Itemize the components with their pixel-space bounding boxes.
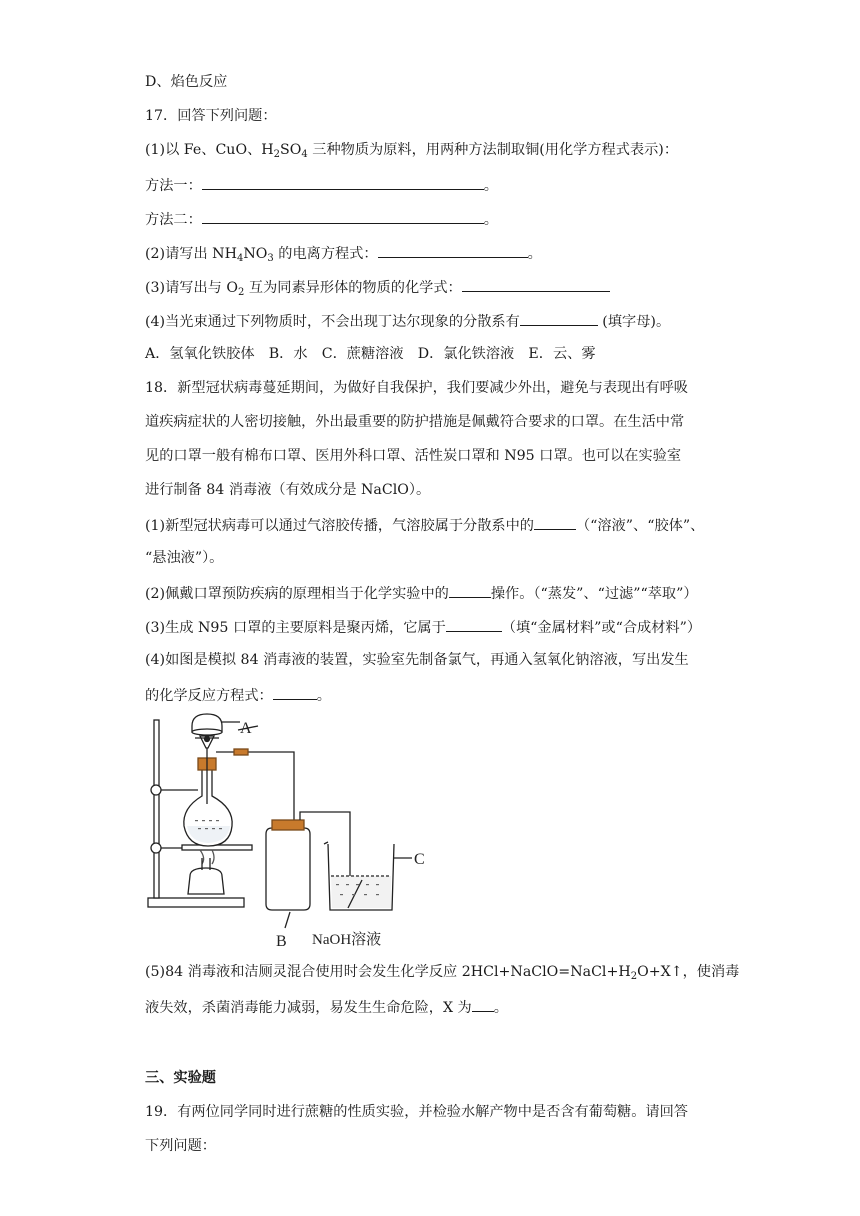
q18-part1: (1)新型冠状病毒可以通过气溶胶传播，气溶胶属于分散系中的 （“溶液”、“胶体”、 — [145, 514, 704, 536]
q17-part1: (1)以 Fe、CuO、$H_2SO_4$ 三种物质为原料，用两种方法制取铜(用化学方程式表示)： — [145, 142, 679, 160]
q18-part2: (2)佩戴口罩预防疾病的原理相当于化学实验中的 操作。（“蒸发”、“过滤”“萃取”） — [145, 582, 698, 604]
answer-blank[interactable] — [520, 310, 598, 326]
apparatus-diagram — [140, 708, 460, 956]
answer-blank[interactable] — [472, 996, 494, 1012]
answer-blank[interactable] — [462, 276, 610, 292]
answer-blank[interactable] — [202, 208, 484, 224]
q18-stem-line: 见的口罩一般有棉布口罩、医用外科口罩、活性炭口罩和 N95 口罩。也可以在实验室 — [145, 448, 682, 464]
q17-title: 17．回答下列问题： — [145, 108, 277, 124]
q17-method2: 方法二： 。 — [145, 208, 498, 230]
answer-blank[interactable] — [534, 514, 576, 530]
q18-part4: (4)如图是模拟 84 消毒液的装置，实验室先制备氯气，再通入氢氧化钠溶液，写出发生 — [145, 652, 689, 668]
answer-blank[interactable] — [449, 582, 491, 598]
q17-options: A．氢氧化铁胶体 B．水 C．蔗糖溶液 D．氯化铁溶液 E．云、雾 — [145, 346, 596, 362]
label-c: C — [414, 851, 425, 868]
q18-part5: (5)84 消毒液和洁厕灵混合使用时会发生化学反应 $2HCl+NaClO=NaCl+H_2O+X↑$，使消毒 — [145, 964, 740, 982]
label-a: A — [240, 720, 252, 737]
answer-blank[interactable] — [273, 684, 317, 700]
q18-part1-cont: “悬浊液”）。 — [145, 550, 224, 566]
q18-part5-cont: 液失效，杀菌消毒能力减弱，易发生生命危险，X 为 。 — [145, 996, 508, 1018]
q17-method1: 方法一： 。 — [145, 174, 498, 196]
answer-blank[interactable] — [446, 616, 502, 632]
q19-stem-line: 下列问题： — [145, 1138, 216, 1154]
q18-part3: (3)生成 N95 口罩的主要原料是聚丙烯，它属于 （填“金属材料”或“合成材料”） — [145, 616, 701, 638]
q17-part2: (2)请写出 $NH_4NO_3$ 的电离方程式： 。 — [145, 242, 542, 269]
label-b: B — [276, 933, 287, 950]
q18-stem-line: 进行制备 84 消毒液（有效成分是 NaClO）。 — [145, 482, 431, 498]
answer-blank[interactable] — [378, 242, 528, 258]
q17-part4: (4)当光束通过下列物质时，不会出现丁达尔现象的分散系有 (填字母)。 — [145, 310, 670, 332]
q18-part4-cont: 的化学反应方程式： 。 — [145, 684, 331, 706]
option-d: D、焰色反应 — [145, 74, 228, 90]
label-naoh-solution: NaOH溶液 — [312, 932, 382, 948]
section-title: 三、实验题 — [145, 1070, 216, 1086]
answer-blank[interactable] — [202, 174, 484, 190]
q19-stem-line: 19．有两位同学同时进行蔗糖的性质实验，并检验水解产物中是否含有葡萄糖。请回答 — [145, 1104, 688, 1120]
q18-stem-line: 道疾病症状的人密切接触，外出最重要的防护措施是佩戴符合要求的口罩。在生活中常 — [145, 414, 685, 430]
q18-stem-line: 18．新型冠状病毒蔓延期间，为做好自我保护，我们要减少外出，避免与表现出有呼吸 — [145, 380, 688, 396]
q17-part3: (3)请写出与 $O_2$ 互为同素异形体的物质的化学式： — [145, 276, 610, 303]
